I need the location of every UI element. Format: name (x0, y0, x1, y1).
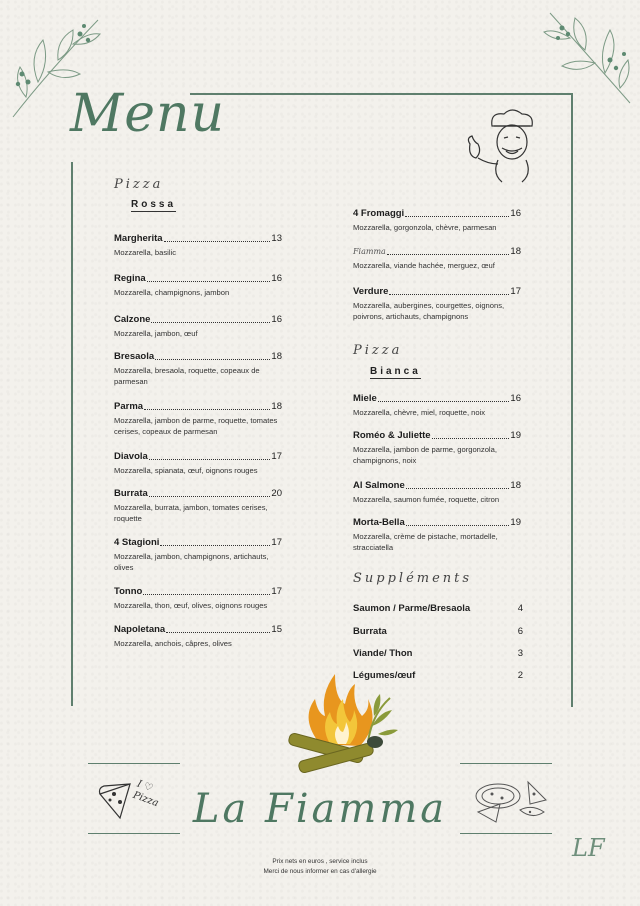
menu-item (114, 624, 282, 649)
menu-item (353, 208, 521, 233)
supplement-name: Légumes/œuf (353, 670, 416, 681)
subsection-title-rossa: Rossa (131, 199, 177, 210)
menu-item (114, 314, 282, 339)
menu-item (114, 451, 282, 476)
section-title-pizza-left: Pizza (114, 177, 164, 192)
menu-item (114, 401, 282, 437)
supplements-title: Suppléments (353, 571, 473, 586)
item-price: 16 (271, 314, 282, 325)
item-description: Mozzarella, saumon fumée, roquette, citron (353, 495, 500, 504)
item-price: 13 (271, 233, 282, 244)
item-name: 4 Fromaggi (353, 208, 405, 219)
item-description: Mozzarella, crème de pistache, mortadelle, stracciatella (353, 532, 498, 552)
flame-logs-icon (280, 664, 400, 784)
frame-line-left (71, 162, 73, 706)
item-price: 20 (271, 488, 282, 499)
pizza-doodle-text: I ♡ Pizza (131, 778, 160, 810)
item-description: Mozzarella, burrata, jambon, tomates cerises, roquette (114, 503, 268, 523)
item-price: 18 (271, 351, 282, 362)
menu-item (114, 273, 282, 298)
footer-line-1: Prix nets en euros , service inclus (272, 858, 368, 865)
supplement-row (353, 603, 523, 614)
item-description: Mozzarella, basilic (114, 248, 177, 257)
supplement-price: 4 (517, 603, 523, 614)
menu-item (114, 586, 282, 611)
item-name: Burrata (114, 488, 148, 499)
section-title-pizza-right: Pizza (353, 343, 403, 358)
item-description: Mozzarella, spianata, œuf, oignons rouges (114, 466, 258, 475)
supplement-price: 6 (517, 626, 523, 637)
item-name: Diavola (114, 451, 148, 462)
frame-line-right (571, 93, 573, 707)
item-name: Tonno (114, 586, 143, 597)
item-name: Bresaola (114, 351, 155, 362)
item-price: 17 (271, 451, 282, 462)
item-name: Calzone (114, 314, 151, 325)
item-price: 16 (510, 208, 521, 219)
item-name: Napoletana (114, 624, 166, 635)
item-price: 17 (271, 586, 282, 597)
monogram: LF (572, 834, 605, 862)
item-price: 18 (271, 401, 282, 412)
item-price: 17 (510, 286, 521, 297)
item-name: Verdure (353, 286, 389, 297)
menu-item (353, 480, 521, 505)
item-description: Mozzarella, jambon de parme, gorgonzola, champignons, noix (353, 445, 497, 465)
item-name: Miele (353, 393, 377, 404)
supplement-price: 3 (517, 648, 523, 659)
leaf-branch-icon (540, 8, 636, 108)
item-description: Mozzarella, gorgonzola, chèvre, parmesan (353, 223, 497, 232)
divider-line (88, 833, 180, 834)
item-price: 15 (271, 624, 282, 635)
item-price: 19 (510, 430, 521, 441)
item-name: Roméo & Juliette (353, 430, 431, 441)
menu-item (114, 233, 282, 258)
item-price: 16 (510, 393, 521, 404)
supplement-name: Burrata (353, 626, 387, 637)
item-name: 4 Stagioni (114, 537, 160, 548)
item-description: Mozzarella, thon, œuf, olives, oignons rouges (114, 601, 268, 610)
menu-item (353, 430, 521, 466)
item-name: Fiamma (353, 247, 386, 256)
menu-item (353, 517, 521, 553)
menu-title: Menu (70, 84, 225, 144)
item-name: Parma (114, 401, 144, 412)
frame-line-top (190, 93, 572, 95)
footer-line-2: Merci de nous informer en cas d'allergie (263, 868, 377, 875)
item-name: Al Salmone (353, 480, 405, 491)
item-price: 17 (271, 537, 282, 548)
menu-item (353, 286, 521, 322)
subsection-title-bianca: Bianca (370, 366, 421, 377)
supplement-row (353, 648, 523, 659)
divider-line (88, 763, 180, 764)
item-price: 16 (271, 273, 282, 284)
item-description: Mozzarella, chèvre, miel, roquette, noix (353, 408, 486, 417)
item-description: Mozzarella, bresaola, roquette, copeaux de parmesan (114, 366, 260, 386)
item-description: Mozzarella, viande hachée, merguez, œuf (353, 261, 495, 270)
menu-item (114, 488, 282, 524)
item-description: Mozzarella, anchois, câpres, olives (114, 639, 232, 648)
item-name: Margherita (114, 233, 163, 244)
item-price: 18 (510, 246, 521, 257)
item-description: Mozzarella, jambon, champignons, artichauts, olives (114, 552, 269, 572)
menu-item (353, 393, 521, 418)
divider-line (460, 763, 552, 764)
supplement-row (353, 626, 523, 637)
item-price: 19 (510, 517, 521, 528)
brand-name: La Fiamma (192, 786, 448, 832)
item-price: 18 (510, 480, 521, 491)
supplement-price: 2 (517, 670, 523, 681)
item-name: Regina (114, 273, 146, 284)
item-name: Morta-Bella (353, 517, 405, 528)
item-description: Mozzarella, jambon de parme, roquette, tomates cerises, copeaux de parmesan (114, 416, 278, 436)
item-description: Mozzarella, jambon, œuf (114, 329, 198, 338)
menu-item (353, 246, 521, 271)
divider-line (460, 833, 552, 834)
item-description: Mozzarella, aubergines, courgettes, oignons, poivrons, artichauts, champignons (353, 301, 505, 321)
chef-icon (462, 104, 542, 184)
menu-item (114, 351, 282, 387)
item-description: Mozzarella, champignons, jambon (114, 288, 230, 297)
supplement-name: Saumon / Parme/Bresaola (353, 603, 471, 614)
supplement-name: Viande/ Thon (353, 648, 413, 659)
menu-item (114, 537, 282, 573)
